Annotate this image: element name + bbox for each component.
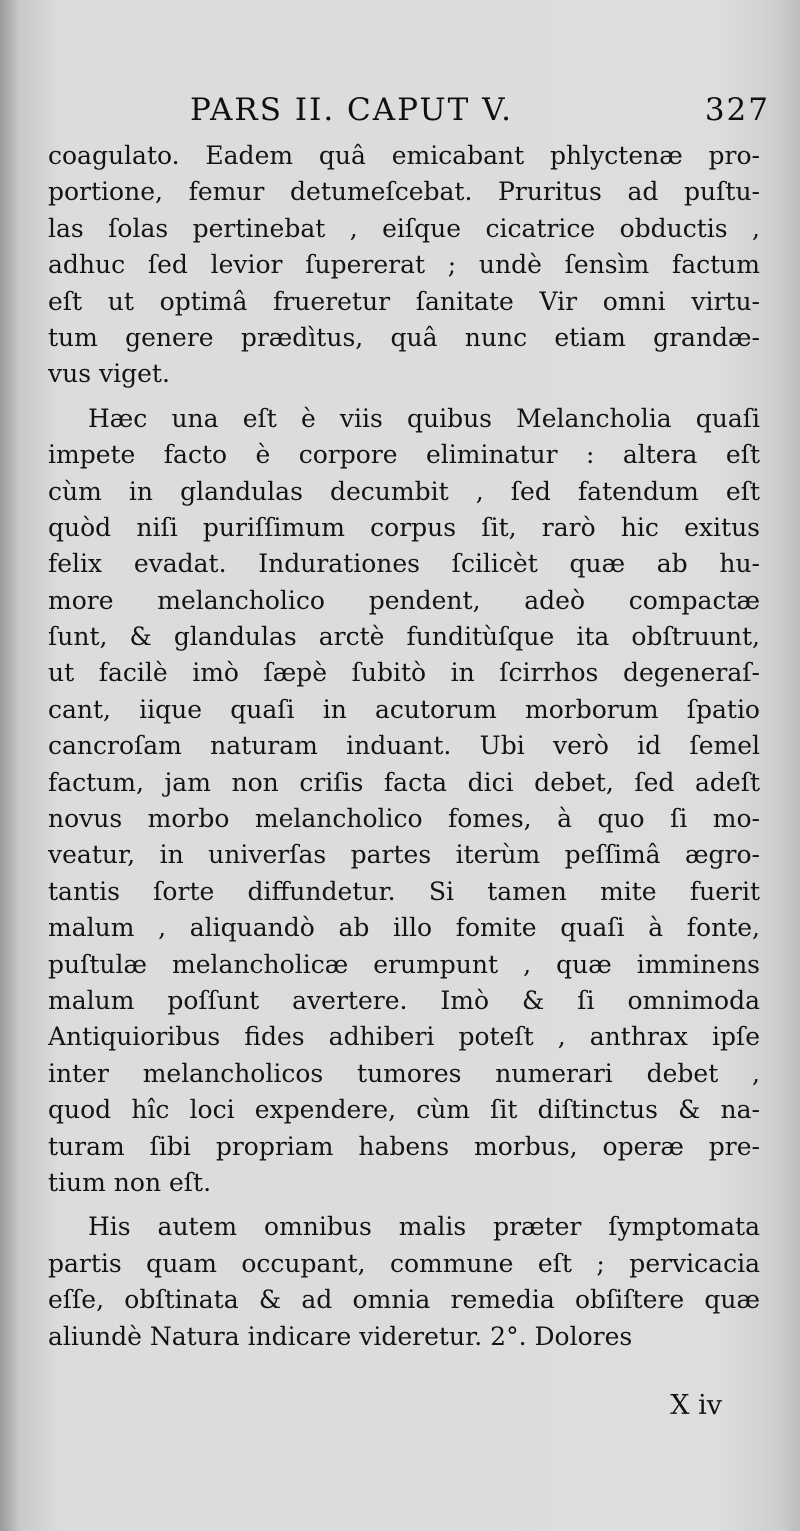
text-line: tium non eſt. (48, 1167, 212, 1197)
text-line: quod hîc loci expendere, cùm ſit diſtinctus & na- (48, 1095, 760, 1125)
paragraph (48, 138, 760, 393)
text-line: tum genere prædìtus, quâ nunc etiam grandæ- (48, 322, 760, 352)
text-line: inter melancholicos tumores numerari debet , (48, 1058, 760, 1088)
page-number: 327 (704, 92, 770, 128)
text-line: cancroſam naturam induant. Ubi verò id ſemel (48, 731, 760, 761)
text-line: impete facto è corpore eliminatur : altera eſt (48, 440, 760, 470)
text-line: tantis ſorte diffundetur. Si tamen mite fuerit (48, 876, 760, 906)
body-text (48, 138, 760, 1355)
text-line: factum, jam non criſis facta dici debet, ſed adeſt (48, 767, 760, 797)
paragraph (48, 1209, 760, 1355)
text-line: eſſe, obſtinata & ad omnia remedia obſiſtere quæ (48, 1285, 760, 1315)
text-line: vus viget. (48, 359, 170, 389)
text-line: ſunt, & glandulas arctè funditùſque ita obſtruunt, (48, 622, 760, 652)
paragraph-gap (48, 393, 760, 401)
running-head-title: PARS II. CAPUT V. (190, 92, 513, 128)
text-line: portione, femur detumeſcebat. Pruritus ad puſtu- (48, 177, 760, 207)
paragraph-gap (48, 1201, 760, 1209)
text-line: quòd niſi puriſſimum corpus ſit, rarò hic exitus (48, 512, 760, 542)
text-line: Antiquioribus fides adhiberi poteſt , anthrax ipſe (48, 1022, 760, 1052)
running-head (190, 92, 770, 142)
text-line: turam ſibi propriam habens morbus, operæ pre- (48, 1131, 760, 1161)
paragraph (48, 401, 760, 1202)
text-line: eſt ut optimâ frueretur ſanitate Vir omni virtu- (48, 286, 760, 316)
text-line: more melancholico pendent, adeò compactæ (48, 585, 760, 615)
text-line: coagulato. Eadem quâ emicabant phlyctenæ pro- (48, 141, 760, 170)
text-line: novus morbo melancholico fomes, à quo ſi mo- (48, 804, 760, 834)
text-line: Hæc una eſt è viis quibus Melancholia quaſi (88, 403, 760, 433)
text-line: puſtulæ melancholicæ erumpunt , quæ imminens (48, 949, 760, 979)
text-line: veatur, in univerſas partes iterùm peſſimâ ægro- (48, 840, 760, 870)
text-line: aliundè Natura indicare videretur. 2°. Dolores (48, 1321, 633, 1351)
text-line: las ſolas pertinebat , eiſque cicatrice obductis , (48, 213, 760, 243)
text-line: malum , aliquandò ab illo fomite quaſi à fonte, (48, 913, 760, 943)
text-line: partis quam occupant, commune eſt ; pervicacia (48, 1248, 760, 1278)
text-line: malum poſſunt avertere. Imò & ſi omnimoda (48, 985, 760, 1015)
text-line: cant, iique quaſi in acutorum morborum ſpatio (48, 694, 760, 724)
text-line: His autem omnibus malis præter ſymptomata (88, 1212, 760, 1242)
text-line: cùm in glandulas decumbit , ſed fatendum eſt (48, 476, 760, 506)
catchword: X iv (670, 1390, 722, 1421)
text-line: adhuc ſed levior ſupererat ; undè ſensìm factum (48, 250, 760, 280)
text-line: felix evadat. Indurationes ſcilicèt quæ ab hu- (48, 549, 760, 579)
text-line: ut facilè imò ſæpè ſubitò in ſcirrhos degeneraſ- (48, 658, 760, 688)
